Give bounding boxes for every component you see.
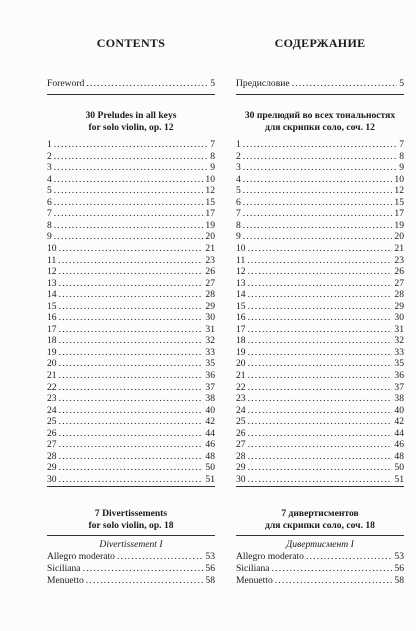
preludes-title-line: for solo violin, op. 12	[88, 121, 174, 133]
preludes-section-title	[236, 110, 404, 133]
leader-dots	[59, 324, 204, 336]
prelude-number: 7	[47, 208, 52, 220]
prelude-number: 29	[236, 462, 246, 474]
prelude-number: 6	[236, 196, 241, 208]
prelude-number: 14	[236, 289, 246, 301]
prelude-number: 21	[47, 370, 57, 381]
leader-dots	[248, 347, 393, 359]
toc-entry-prelude[interactable]	[236, 289, 404, 301]
toc-entry-movement[interactable]	[47, 551, 215, 563]
prelude-page: 29	[205, 300, 215, 312]
toc-entry-prelude[interactable]	[47, 289, 215, 301]
toc-entry-page: 53	[394, 551, 404, 562]
prelude-number: 13	[47, 277, 57, 289]
leader-dots	[248, 451, 393, 463]
leader-dots	[248, 428, 393, 440]
toc-entry-prelude[interactable]	[47, 220, 215, 232]
prelude-page: 31	[394, 323, 404, 335]
divertissements-section-title	[236, 508, 404, 531]
leader-dots	[59, 382, 204, 394]
prelude-page: 27	[394, 277, 404, 289]
prelude-page: 12	[394, 185, 404, 197]
prelude-page: 7	[399, 139, 404, 150]
leader-dots	[248, 266, 393, 278]
prelude-number: 19	[47, 346, 57, 358]
prelude-page: 9	[210, 162, 215, 174]
toc-entry-page: 58	[205, 575, 215, 586]
prelude-page: 17	[205, 208, 215, 220]
toc-entry-prelude[interactable]	[47, 358, 215, 370]
leader-dots	[54, 208, 204, 220]
prelude-number: 28	[47, 450, 57, 462]
toc-entry-prelude[interactable]	[47, 439, 215, 451]
leader-dots	[59, 243, 204, 255]
leader-dots	[248, 324, 393, 336]
leader-dots	[248, 393, 393, 405]
toc-entry-page: 56	[205, 563, 215, 574]
toc-entry-prelude[interactable]	[236, 416, 404, 428]
leader-dots	[248, 382, 393, 394]
divertissement-subtitle: Divertissement I	[99, 539, 163, 550]
toc-entry-prelude[interactable]	[236, 451, 404, 463]
prelude-number: 5	[47, 185, 52, 197]
section-divider	[236, 535, 404, 536]
prelude-page: 32	[205, 335, 215, 347]
prelude-number: 29	[47, 462, 57, 474]
toc-entry-prelude[interactable]	[236, 312, 404, 324]
prelude-page: 10	[394, 173, 404, 185]
toc-entry-prelude[interactable]	[47, 197, 215, 209]
toc-entry-page: 56	[394, 563, 404, 574]
prelude-page: 30	[394, 312, 404, 324]
divertissements-title-line: для скрипки соло, соч. 18	[265, 519, 375, 531]
prelude-number: 12	[236, 266, 246, 278]
prelude-page: 23	[205, 254, 215, 266]
prelude-number: 23	[236, 393, 246, 405]
toc-entry-prelude[interactable]	[236, 428, 404, 440]
prelude-page: 29	[394, 300, 404, 312]
prelude-page: 50	[205, 462, 215, 474]
prelude-page: 44	[205, 427, 215, 439]
prelude-number: 16	[236, 312, 246, 324]
leader-dots	[59, 428, 204, 440]
section-divider	[47, 535, 215, 536]
prelude-page: 23	[394, 254, 404, 266]
toc-entry-prelude[interactable]	[236, 197, 404, 209]
prelude-page: 51	[394, 473, 404, 485]
divertissements-title-line: 7 дивертисментов	[281, 508, 359, 519]
prelude-page: 19	[394, 219, 404, 231]
leader-dots	[54, 185, 204, 197]
prelude-number: 30	[236, 473, 246, 485]
prelude-number: 13	[236, 277, 246, 289]
toc-entry-label: Siciliana	[47, 563, 81, 574]
leader-dots	[248, 370, 393, 382]
toc-entry-prelude[interactable]	[236, 358, 404, 370]
toc-entry-page: 5	[399, 78, 404, 89]
preludes-title-line: 30 прелюдий во всех тональностях	[244, 110, 396, 121]
prelude-page: 42	[394, 416, 404, 428]
leader-dots	[59, 393, 204, 405]
leader-dots	[59, 312, 204, 324]
prelude-number: 11	[236, 254, 246, 266]
prelude-number: 15	[47, 300, 57, 312]
leader-dots	[59, 266, 204, 278]
prelude-number: 2	[47, 150, 52, 162]
prelude-number: 8	[47, 219, 52, 231]
prelude-page: 40	[205, 404, 215, 416]
prelude-number: 20	[47, 358, 57, 370]
toc-entry-prelude[interactable]	[47, 255, 215, 267]
leader-dots	[59, 278, 204, 290]
prelude-page: 20	[205, 231, 215, 243]
prelude-number: 8	[236, 219, 241, 231]
prelude-page: 37	[205, 381, 215, 393]
toc-entry-prelude[interactable]	[47, 243, 215, 255]
toc-entry-label: Menuetto	[47, 575, 84, 586]
toc-entry-prelude[interactable]	[236, 324, 404, 336]
prelude-page: 27	[205, 277, 215, 289]
toc-entry-prelude[interactable]	[236, 185, 404, 197]
preludes-title-line: для скрипки соло, соч. 12	[265, 121, 375, 133]
prelude-page: 32	[394, 335, 404, 347]
prelude-page: 21	[394, 242, 404, 254]
toc-entry-movement[interactable]	[47, 563, 215, 575]
leader-dots	[248, 416, 393, 428]
prelude-number: 6	[47, 196, 52, 208]
prelude-number: 18	[236, 335, 246, 347]
prelude-page: 12	[205, 185, 215, 197]
prelude-number: 19	[236, 346, 246, 358]
leader-dots	[58, 255, 203, 267]
leader-dots	[54, 139, 208, 151]
toc-entry-movement[interactable]	[236, 563, 404, 575]
contents-heading: СОДЕРЖАНИЕ	[274, 36, 366, 50]
leader-dots	[59, 347, 204, 359]
toc-entry-prelude[interactable]	[47, 162, 215, 174]
toc-entry-prelude[interactable]	[47, 347, 215, 359]
leader-dots	[243, 208, 393, 220]
leader-dots	[59, 462, 204, 474]
toc-entry-label: Allegro moderato	[236, 551, 304, 562]
toc-entry-movement[interactable]	[47, 575, 215, 587]
toc-entry-prelude[interactable]	[236, 266, 404, 278]
prelude-number: 30	[47, 473, 57, 485]
section-divider	[236, 94, 404, 95]
toc-entry-prelude[interactable]	[47, 151, 215, 163]
leader-dots	[272, 563, 393, 575]
prelude-page: 44	[394, 427, 404, 439]
toc-entry-prelude[interactable]	[236, 208, 404, 220]
toc-entry-foreword[interactable]	[47, 78, 215, 90]
leader-dots	[243, 162, 397, 174]
prelude-number: 1	[47, 139, 52, 150]
toc-entry-prelude[interactable]	[236, 151, 404, 163]
prelude-number: 26	[236, 427, 246, 439]
toc-entry-prelude[interactable]	[47, 312, 215, 324]
leader-dots	[54, 220, 204, 232]
leader-dots	[59, 301, 204, 313]
leader-dots	[243, 231, 393, 243]
leader-dots	[54, 151, 208, 163]
prelude-page: 15	[394, 196, 404, 208]
toc-entry-prelude[interactable]	[47, 382, 215, 394]
prelude-number: 4	[236, 173, 241, 185]
toc-entry-prelude[interactable]	[236, 474, 404, 486]
leader-dots	[243, 151, 397, 163]
leader-dots	[59, 439, 204, 451]
prelude-page: 35	[394, 358, 404, 370]
toc-entry-movement[interactable]	[236, 551, 404, 563]
toc-entry-label: Allegro moderato	[47, 551, 115, 562]
leader-dots	[248, 278, 393, 290]
section-divider	[47, 486, 215, 487]
prelude-page: 40	[394, 404, 404, 416]
leader-dots	[86, 575, 204, 587]
prelude-page: 51	[205, 473, 215, 485]
prelude-page: 35	[205, 358, 215, 370]
toc-entry-prelude[interactable]	[47, 370, 215, 382]
prelude-number: 24	[47, 404, 57, 416]
toc-entry-prelude[interactable]	[47, 278, 215, 290]
leader-dots	[247, 255, 392, 267]
leader-dots	[248, 335, 393, 347]
leader-dots	[248, 243, 393, 255]
leader-dots	[54, 162, 208, 174]
leader-dots	[59, 405, 204, 417]
toc-entry-prelude[interactable]	[236, 439, 404, 451]
preludes-title-line: 30 Preludes in all keys	[85, 110, 177, 121]
divertissements-title-line: 7 Divertissements	[94, 508, 168, 519]
prelude-page: 7	[210, 139, 215, 150]
prelude-number: 3	[236, 162, 241, 174]
prelude-number: 22	[236, 381, 246, 393]
prelude-number: 10	[47, 242, 57, 254]
prelude-number: 22	[47, 381, 57, 393]
prelude-page: 28	[205, 289, 215, 301]
prelude-number: 21	[236, 370, 246, 381]
leader-dots	[243, 174, 393, 186]
leader-dots	[59, 416, 204, 428]
toc-entry-prelude[interactable]	[236, 347, 404, 359]
prelude-number: 27	[47, 439, 57, 451]
prelude-page: 21	[205, 242, 215, 254]
prelude-page: 36	[394, 370, 404, 381]
prelude-page: 8	[210, 150, 215, 162]
prelude-page: 26	[205, 266, 215, 278]
prelude-number: 17	[236, 323, 246, 335]
toc-entry-page: 58	[394, 575, 404, 586]
prelude-number: 16	[47, 312, 57, 324]
prelude-number: 2	[236, 150, 241, 162]
prelude-number: 17	[47, 323, 57, 335]
divertissements-title-line: for solo violin, op. 18	[88, 519, 174, 531]
prelude-page: 36	[205, 370, 215, 381]
prelude-number: 15	[236, 300, 246, 312]
toc-entry-prelude[interactable]	[47, 208, 215, 220]
prelude-page: 33	[394, 346, 404, 358]
toc-entry-prelude[interactable]	[47, 462, 215, 474]
leader-dots	[248, 289, 393, 301]
toc-entry-page: 53	[205, 551, 215, 562]
prelude-page: 37	[394, 381, 404, 393]
prelude-page: 46	[205, 439, 215, 451]
prelude-number: 24	[236, 404, 246, 416]
leader-dots	[248, 358, 393, 370]
leader-dots	[59, 335, 204, 347]
leader-dots	[59, 451, 204, 463]
toc-entry-label: Siciliana	[236, 563, 270, 574]
leader-dots	[248, 462, 393, 474]
prelude-page: 26	[394, 266, 404, 278]
prelude-number: 14	[47, 289, 57, 301]
leader-dots	[292, 78, 398, 90]
prelude-number: 20	[236, 358, 246, 370]
toc-entry-prelude[interactable]	[47, 474, 215, 486]
prelude-number: 23	[47, 393, 57, 405]
prelude-page: 17	[394, 208, 404, 220]
prelude-page: 50	[394, 462, 404, 474]
leader-dots	[275, 575, 393, 587]
prelude-page: 20	[394, 231, 404, 243]
prelude-page: 30	[205, 312, 215, 324]
toc-entry-prelude[interactable]	[47, 428, 215, 440]
prelude-number: 10	[236, 242, 246, 254]
section-divider	[47, 94, 215, 95]
toc-entry-foreword[interactable]	[236, 78, 404, 90]
preludes-section-title	[47, 110, 215, 133]
prelude-number: 7	[236, 208, 241, 220]
prelude-page: 28	[394, 289, 404, 301]
leader-dots	[117, 551, 203, 563]
prelude-page: 46	[394, 439, 404, 451]
toc-entry-prelude[interactable]	[47, 416, 215, 428]
toc-entry-page: 5	[210, 78, 215, 89]
toc-entry-prelude[interactable]	[236, 139, 404, 151]
toc-entry-prelude[interactable]	[47, 231, 215, 243]
prelude-number: 3	[47, 162, 52, 174]
toc-entry-label: Предисловие	[236, 78, 290, 89]
divertissement-subtitle: Дивертисмент I	[286, 539, 354, 550]
toc-entry-prelude[interactable]	[47, 185, 215, 197]
prelude-page: 42	[205, 416, 215, 428]
toc-entry-prelude[interactable]	[236, 405, 404, 417]
prelude-page: 31	[205, 323, 215, 335]
leader-dots	[54, 231, 204, 243]
prelude-page: 10	[205, 173, 215, 185]
leader-dots	[54, 197, 204, 209]
prelude-page: 38	[205, 393, 215, 405]
leader-dots	[59, 358, 204, 370]
prelude-number: 18	[47, 335, 57, 347]
leader-dots	[59, 370, 204, 382]
toc-entry-prelude[interactable]	[236, 301, 404, 313]
prelude-page: 33	[205, 346, 215, 358]
prelude-page: 48	[394, 450, 404, 462]
leader-dots	[86, 78, 208, 90]
prelude-number: 25	[47, 416, 57, 428]
leader-dots	[248, 439, 393, 451]
prelude-number: 28	[236, 450, 246, 462]
leader-dots	[243, 139, 397, 151]
prelude-page: 8	[399, 150, 404, 162]
toc-entry-prelude[interactable]	[47, 451, 215, 463]
leader-dots	[54, 174, 204, 186]
contents-heading: CONTENTS	[96, 36, 166, 50]
toc-entry-prelude[interactable]	[236, 278, 404, 290]
prelude-number: 25	[236, 416, 246, 428]
toc-entry-prelude[interactable]	[236, 370, 404, 382]
toc-entry-prelude[interactable]	[236, 393, 404, 405]
leader-dots	[83, 563, 204, 575]
toc-entry-prelude[interactable]	[47, 335, 215, 347]
toc-entry-prelude[interactable]	[47, 301, 215, 313]
toc-entry-prelude[interactable]	[47, 174, 215, 186]
toc-entry-prelude[interactable]	[47, 266, 215, 278]
toc-entry-prelude[interactable]	[47, 139, 215, 151]
toc-entry-label: Menuetto	[236, 575, 273, 586]
prelude-number: 26	[47, 427, 57, 439]
toc-entry-prelude[interactable]	[236, 335, 404, 347]
section-divider	[236, 486, 404, 487]
prelude-number: 4	[47, 173, 52, 185]
toc-entry-movement[interactable]	[236, 575, 404, 587]
toc-entry-prelude[interactable]	[236, 174, 404, 186]
prelude-number: 1	[236, 139, 241, 150]
toc-entry-prelude[interactable]	[236, 162, 404, 174]
prelude-page: 15	[205, 196, 215, 208]
toc-entry-prelude[interactable]	[236, 462, 404, 474]
prelude-number: 27	[236, 439, 246, 451]
leader-dots	[248, 301, 393, 313]
leader-dots	[243, 220, 393, 232]
toc-entry-prelude[interactable]	[236, 243, 404, 255]
leader-dots	[248, 405, 393, 417]
prelude-page: 9	[399, 162, 404, 174]
toc-entry-prelude[interactable]	[47, 393, 215, 405]
prelude-number: 9	[47, 231, 52, 243]
toc-entry-prelude[interactable]	[47, 405, 215, 417]
prelude-page: 19	[205, 219, 215, 231]
divertissements-section-title	[47, 508, 215, 531]
prelude-number: 11	[47, 254, 57, 266]
toc-entry-prelude[interactable]	[47, 324, 215, 336]
toc-entry-label: Foreword	[47, 78, 85, 89]
toc-entry-prelude[interactable]	[236, 231, 404, 243]
prelude-number: 9	[236, 231, 241, 243]
leader-dots	[243, 197, 393, 209]
toc-entry-prelude[interactable]	[236, 255, 404, 267]
prelude-page: 38	[394, 393, 404, 405]
prelude-number: 5	[236, 185, 241, 197]
leader-dots	[59, 474, 204, 486]
leader-dots	[59, 289, 204, 301]
toc-entry-prelude[interactable]	[236, 382, 404, 394]
prelude-number: 12	[47, 266, 57, 278]
leader-dots	[306, 551, 392, 563]
leader-dots	[248, 474, 393, 486]
toc-entry-prelude[interactable]	[236, 220, 404, 232]
leader-dots	[248, 312, 393, 324]
prelude-page: 48	[205, 450, 215, 462]
leader-dots	[243, 185, 393, 197]
